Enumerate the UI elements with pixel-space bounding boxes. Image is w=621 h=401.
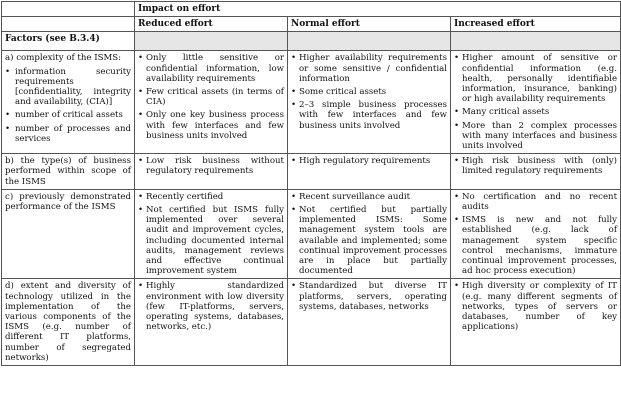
list-item: • Standardized but diverse IT platforms, servers, operating systems, databases, networks: [291, 281, 447, 312]
list-item: • No certification and no recent audits: [454, 191, 618, 213]
factor-cell: [2, 51, 135, 154]
factor-cell: [2, 154, 135, 190]
bullet-icon: •: [291, 100, 297, 111]
bullet-icon: •: [5, 66, 11, 77]
list-item: • More than 2 complex processes with many interfaces and business units involved: [454, 120, 618, 152]
list-item: • Highly standardized environment with low diversity (few IT-platforms, servers, operating systems, databases, networks, etc.): [138, 281, 284, 333]
list-item: • Not certified but ISMS fully implemented over several audit and improvement cycles, including documented internal audits, management reviews and effective continual improvement system: [138, 205, 284, 277]
bullet-icon: •: [454, 156, 460, 167]
factor-title: a) complexity of the ISMS:: [5, 53, 122, 64]
factor-cell: [2, 189, 135, 279]
bullet-icon: •: [454, 53, 460, 64]
reduced-effort-cell: [135, 189, 288, 279]
bullet-icon: •: [454, 120, 460, 131]
bullet-icon: •: [138, 205, 144, 216]
reduced-effort-cell: [135, 154, 288, 190]
list-item: • High risk business with (only) limited regulatory requirements: [454, 156, 618, 177]
normal-effort-header: Normal effort: [288, 17, 451, 32]
factor-cell: [2, 279, 135, 366]
header-corner: [2, 2, 135, 17]
increased-effort-cell: [451, 154, 621, 190]
list-item: • Few critical assets (in terms of CIA): [138, 87, 284, 108]
factor-sub-item: • information security requirements [confidentiality, integrity and availability, (CIA)]: [5, 66, 131, 108]
reduced-effort-cell: [135, 279, 288, 366]
list-item: • Only one key business process with few interfaces and few business units involved: [138, 110, 284, 141]
bullet-icon: •: [5, 123, 11, 134]
list-item: • Higher availability requirements or some sensitive / confidential information: [291, 53, 447, 84]
effort-impact-table: [1, 1, 621, 366]
list-item: • Many critical assets: [454, 107, 550, 118]
normal-effort-cell: [288, 189, 451, 279]
bullet-icon: •: [138, 110, 144, 121]
list-item: • ISMS is new and not fully established (e.g. lack of management system specific control mechanisms, immature continual improvement processes, ad hoc process execution): [454, 215, 618, 277]
factors-header-blank-normal: [288, 32, 451, 51]
header-row-1: [2, 2, 621, 17]
bullet-icon: •: [291, 205, 297, 216]
bullet-icon: •: [138, 53, 144, 64]
bullet-icon: •: [138, 87, 144, 98]
bullet-icon: •: [138, 156, 144, 167]
reduced-effort-cell: [135, 51, 288, 154]
bullet-icon: •: [454, 281, 460, 292]
list-item: • Some critical assets: [291, 87, 387, 98]
factor-sub-item: • number of critical assets: [5, 110, 123, 121]
list-item: • Recent surveillance audit: [291, 191, 411, 202]
list-item: • Only little sensitive or confidential information, low availability requirements: [138, 53, 284, 84]
bullet-icon: •: [291, 156, 297, 167]
factors-header-row: [2, 32, 621, 51]
bullet-icon: •: [291, 281, 297, 292]
factor-sub-item: • number of processes and services: [5, 123, 131, 144]
list-item: • High regulatory requirements: [291, 156, 431, 167]
factor-title: d) extent and diversity of technology utilized in the implementation of the various components of the ISMS (e.g. number of different IT platforms, number of segregated networks): [5, 281, 131, 363]
factor-title: c) previously demonstrated performance of the ISMS: [5, 191, 131, 213]
reduced-effort-header: Reduced effort: [135, 17, 288, 32]
list-item: • High diversity or complexity of IT (e.g. many different segments of networks, types of servers or databases, number of key applications): [454, 281, 618, 333]
list-item: • Recently certified: [138, 191, 224, 202]
impact-on-effort-header: Impact on effort: [135, 2, 621, 17]
bullet-icon: •: [138, 281, 144, 292]
factors-header-blank-increased: [451, 32, 621, 51]
factors-header: Factors (see B.3.4): [2, 32, 135, 51]
bullet-icon: •: [454, 107, 460, 118]
bullet-icon: •: [454, 191, 460, 202]
bullet-icon: •: [291, 53, 297, 64]
table-row: [2, 279, 621, 366]
list-item: • Not certified but partially implemented ISMS: Some management system tools are available and implemented; some continual improvement processes are in place but partially documented: [291, 205, 447, 277]
normal-effort-cell: [288, 279, 451, 366]
normal-effort-cell: [288, 154, 451, 190]
bullet-icon: •: [291, 191, 297, 202]
factors-header-blank-reduced: [135, 32, 288, 51]
increased-effort-cell: [451, 189, 621, 279]
bullet-icon: •: [5, 110, 11, 121]
bullet-icon: •: [138, 191, 144, 202]
table-row: [2, 154, 621, 190]
factor-title: b) the type(s) of business performed within scope of the ISMS: [5, 156, 131, 187]
list-item: • 2–3 simple business processes with few interfaces and few business units involved: [291, 100, 447, 131]
bullet-icon: •: [291, 87, 297, 98]
normal-effort-cell: [288, 51, 451, 154]
increased-effort-cell: [451, 51, 621, 154]
table-row: [2, 189, 621, 279]
increased-effort-header: Increased effort: [451, 17, 621, 32]
table-row: [2, 51, 621, 154]
list-item: • Higher amount of sensitive or confidential information (e.g. health, personally identifiable information, insurance, banking) or high availability requirements: [454, 53, 618, 105]
header-row-2: [2, 17, 621, 32]
header-corner-2: [2, 17, 135, 32]
bullet-icon: •: [454, 215, 460, 226]
list-item: • Low risk business without regulatory requirements: [138, 156, 284, 177]
increased-effort-cell: [451, 279, 621, 366]
